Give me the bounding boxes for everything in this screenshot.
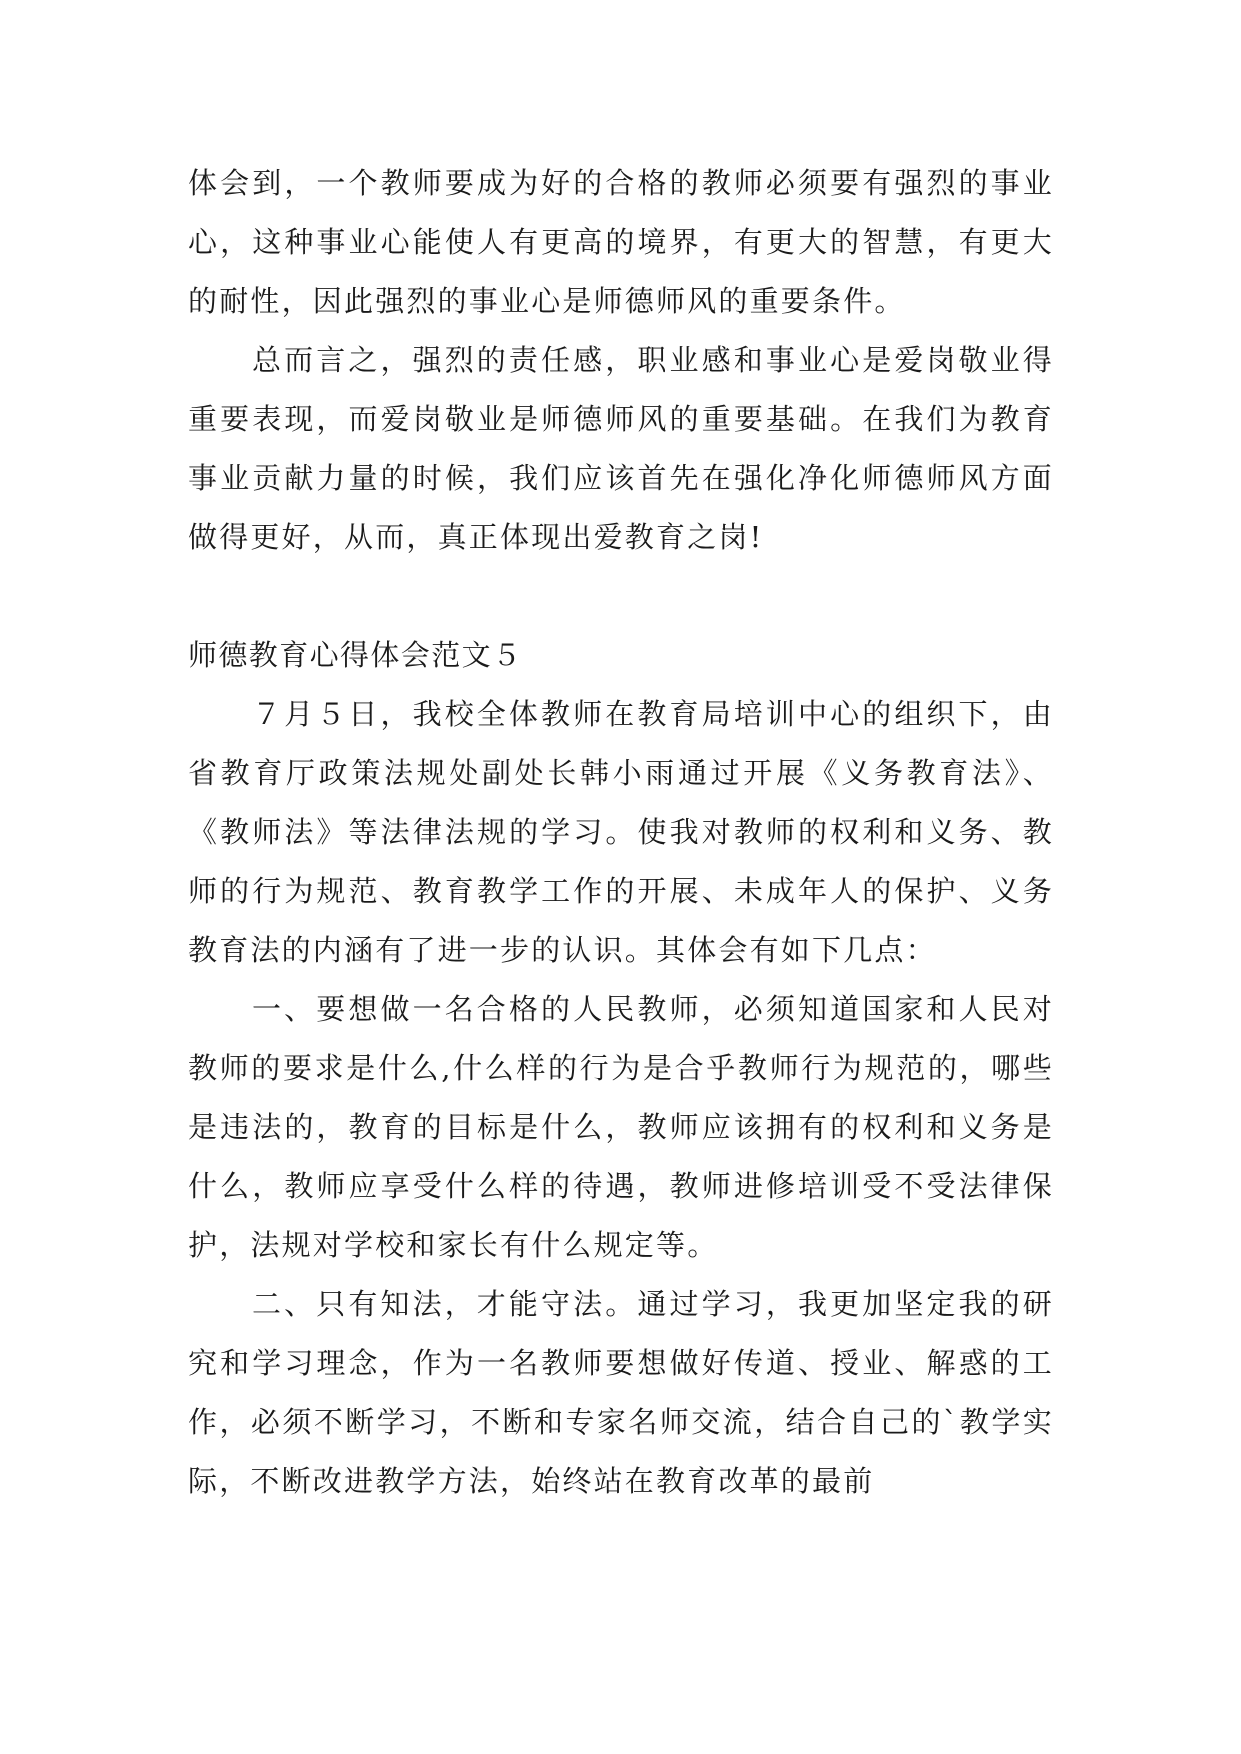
paragraph-point-two: 二、只有知法，才能守法。通过学习，我更加坚定我的研究和学习理念，作为一名教师要想做好传道、授业、解惑的工作，必须不断学习，不断和专家名师交流，结合自己的`教学实际，不断改进教学方法，始终站在教育改革的最前	[188, 1287, 1054, 1498]
document-body	[188, 154, 1054, 1511]
paragraph-summary: 总而言之，强烈的责任感，职业感和事业心是爱岗敬业得重要表现，而爱岗敬业是师德师风的重要基础。在我们为教育事业贡献力量的时候，我们应该首先在强化净化师德师风方面做得更好，从而，真正体现出爱教育之岗!	[188, 343, 1054, 554]
section-spacer	[188, 567, 1054, 626]
paragraph-continued: 体会到，一个教师要成为好的合格的教师必须要有强烈的事业心，这种事业心能使人有更高的境界，有更大的智慧，有更大的耐性，因此强烈的事业心是师德师风的重要条件。	[188, 166, 1054, 318]
paragraph-intro: ７月５日，我校全体教师在教育局培训中心的组织下，由省教育厅政策法规处副处长韩小雨通过开展《义务教育法》、《教师法》等法律法规的学习。使我对教师的权利和义务、教师的行为规范、教育教学工作的开展、未成年人的保护、义务教育法的内涵有了进一步的认识。其体会有如下几点：	[188, 697, 1054, 967]
paragraph-point-one: 一、要想做一名合格的人民教师，必须知道国家和人民对教师的要求是什么,什么样的行为是合乎教师行为规范的，哪些是违法的，教育的目标是什么，教师应该拥有的权利和义务是什么，教师应享受什么样的待遇，教师进修培训受不受法律保护，法规对学校和家长有什么规定等。	[188, 992, 1054, 1262]
section-heading: 师德教育心得体会范文５	[188, 638, 523, 672]
